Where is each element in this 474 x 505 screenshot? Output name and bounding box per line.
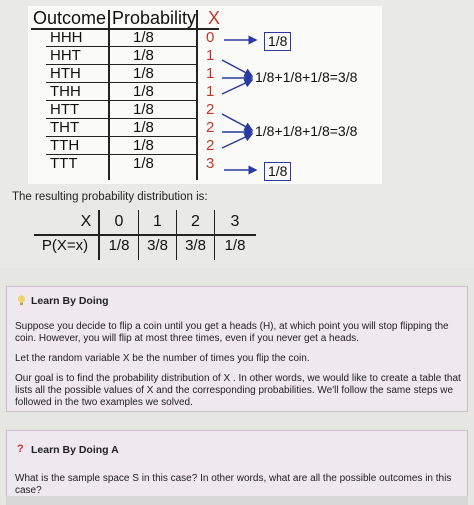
prob-cell: 1/8 bbox=[133, 101, 154, 118]
probability-header: Probability bbox=[112, 8, 197, 28]
x-label: X bbox=[80, 213, 92, 230]
prob-cell: 1/8 bbox=[133, 137, 154, 154]
arrow-icon bbox=[222, 80, 252, 94]
outcome-cell: HTH bbox=[50, 65, 81, 82]
sum-x0-box: 1/8 bbox=[264, 32, 291, 51]
x-header: X bbox=[208, 8, 221, 28]
x-cell: 1 bbox=[206, 47, 215, 64]
lightbulb-icon bbox=[17, 295, 26, 306]
learn-by-doing-a-panel bbox=[6, 430, 468, 505]
prob-cell: 1/8 bbox=[133, 155, 154, 172]
scenario-text: Suppose you decide to flip a coin until you get a heads (H), at which point you will stop flipping the coin. However, you will flip at most three times, even if you never get a heads. bbox=[15, 321, 449, 344]
prob-cell: 1/8 bbox=[133, 119, 154, 136]
p-value: 3/8 bbox=[147, 237, 168, 254]
outcome-cell: THH bbox=[50, 83, 81, 100]
outcome-header: Outcome bbox=[33, 8, 107, 28]
grouping-arrows bbox=[28, 6, 382, 184]
outcome-cell: TTH bbox=[50, 137, 80, 154]
x-cell: 3 bbox=[206, 155, 215, 172]
learn-by-doing-title: Learn By Doing bbox=[31, 295, 109, 307]
outcome-cell: HHT bbox=[50, 47, 81, 64]
x-cell: 0 bbox=[206, 29, 215, 46]
goal-text: Our goal is to find the probability distribution of X . In other words, we would like to create a table that lists all the possible values of X and the corresponding probabilities. We'll follow the same steps we followed in the two examples we solved. bbox=[15, 373, 461, 408]
row-divider bbox=[34, 234, 256, 236]
outcome-cell: THT bbox=[50, 119, 80, 136]
prob-cell: 1/8 bbox=[133, 65, 154, 82]
random-variable-text: Let the random variable X be the number of times you flip the coin. bbox=[15, 353, 310, 364]
x-value: 2 bbox=[191, 213, 200, 230]
x-cell: 2 bbox=[206, 119, 215, 136]
outcome-cell: HTT bbox=[50, 101, 80, 118]
outcome-table bbox=[28, 6, 382, 184]
sample-space-question: What is the sample space S in this case? In other words, what are all the possible outcomes in this case? bbox=[15, 473, 452, 496]
learn-by-doing-panel bbox=[6, 286, 468, 412]
distribution-table bbox=[34, 210, 256, 262]
outcome-cell: HHH bbox=[50, 29, 83, 46]
outcome-cell: TTT bbox=[50, 155, 78, 172]
answer-area-edge[interactable] bbox=[6, 496, 468, 505]
x-value: 3 bbox=[230, 213, 240, 230]
prob-cell: 1/8 bbox=[133, 29, 154, 46]
p-value: 1/8 bbox=[108, 237, 130, 254]
x-cell: 2 bbox=[206, 101, 215, 118]
p-label: P(X=x) bbox=[41, 237, 89, 254]
sum-x2: 1/8+1/8+1/8=3/8 bbox=[255, 123, 358, 139]
x-value: 0 bbox=[114, 213, 124, 230]
sum-x1: 1/8+1/8+1/8=3/8 bbox=[255, 69, 358, 85]
arrow-icon bbox=[222, 134, 252, 148]
p-value: 3/8 bbox=[185, 237, 206, 254]
x-value: 1 bbox=[153, 213, 162, 230]
arrow-icon bbox=[222, 114, 252, 130]
x-cell: 1 bbox=[206, 83, 215, 100]
question-mark-icon: ? bbox=[17, 443, 24, 455]
learn-by-doing-a-title: Learn By Doing A bbox=[31, 444, 119, 456]
x-cell: 2 bbox=[206, 137, 215, 154]
distribution-caption: The resulting probability distribution is: bbox=[12, 191, 208, 203]
p-value: 1/8 bbox=[224, 237, 246, 254]
x-cell: 1 bbox=[206, 65, 215, 82]
prob-cell: 1/8 bbox=[133, 83, 154, 100]
sum-x3-box: 1/8 bbox=[264, 162, 291, 181]
arrow-icon bbox=[222, 60, 252, 76]
prob-cell: 1/8 bbox=[133, 47, 154, 64]
